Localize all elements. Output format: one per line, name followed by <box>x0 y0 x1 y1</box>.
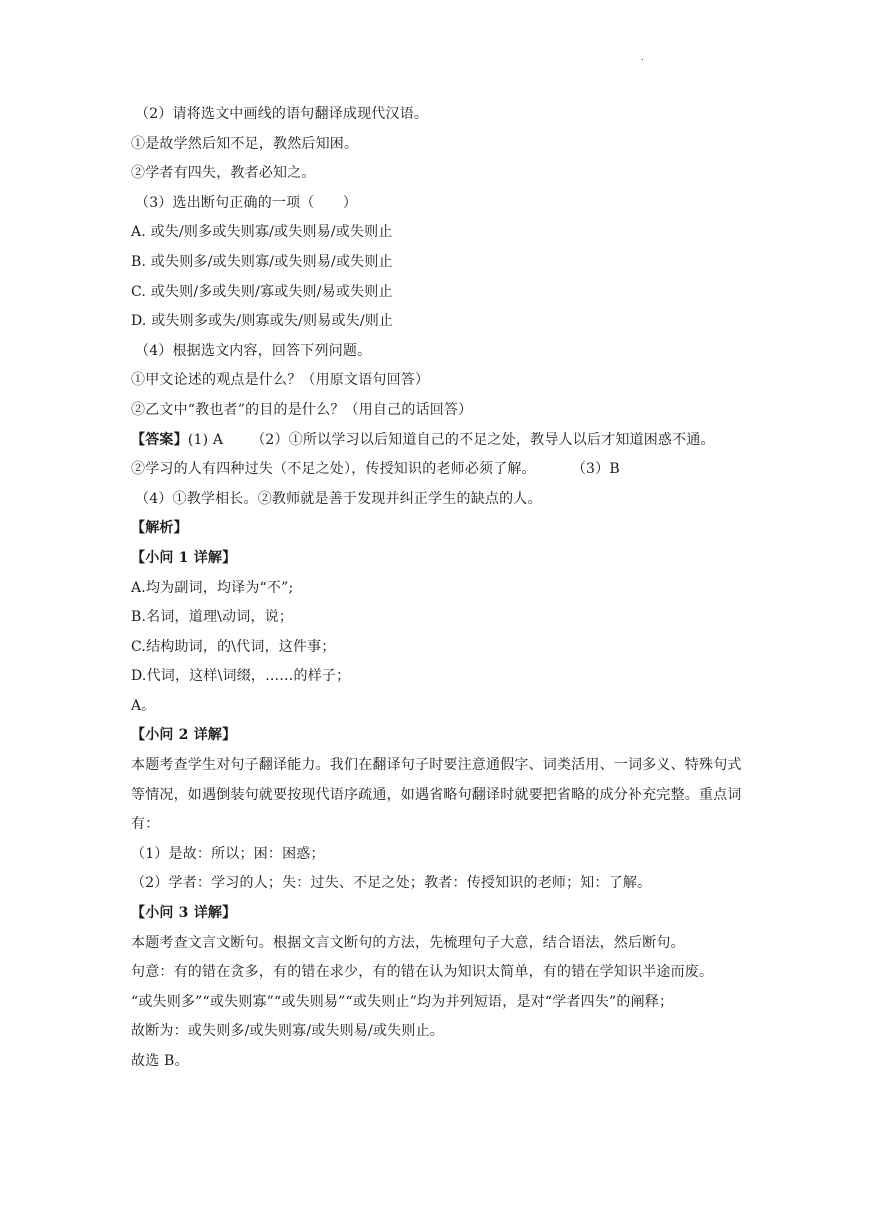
sub2-line-1: （1）是故：所以；困：困惑； <box>131 845 325 862</box>
q3-prompt: （3）选出断句正确的一项（ ） <box>135 194 358 211</box>
header-dot: . <box>641 53 644 63</box>
sub3-line-2: 句意：有的错在贪多，有的错在求少，有的错在认为知识太简单，有的错在学知识半途而废。 <box>131 964 714 981</box>
sub3-line-3: “或失则多”“或失则寡”“或失则易”“或失则止”均为并列短语，是对“学者四失”的阐释； <box>131 993 674 1010</box>
answer-1: (1) A <box>187 431 224 448</box>
answer-3: （3）B <box>571 461 620 478</box>
sub3-line-1: 本题考查文言文断句。根据文言文断句的方法，先梳理句子大意，结合语法，然后断句。 <box>131 934 685 951</box>
sub2-paragraph: 本题考查学生对句子翻译能力。我们在翻译句子时要注意通假字、词类活用、一词多义、特殊句式等情况，如遇倒装句就要按现代语序疏通，如遇省略句翻译时就要把省略的成分补充完整。重点词有： <box>131 757 742 833</box>
sub1-line-a: A.均为副词，均译为“不”; <box>131 579 294 596</box>
answer-4: （4）①教学相长。②教师就是善于发现并纠正学生的缺点的人。 <box>135 490 542 507</box>
sub1-line-c: C.结构助词，的\代词，这件事； <box>131 638 336 655</box>
answer-2b: ②学习的人有四种过失（不足之处），传授知识的老师必须了解。 <box>131 461 536 478</box>
q3-option-c: C. 或失则/多或失则/寡或失则/易或失则止 <box>131 283 393 300</box>
sub3-title: 【小问 3 详解】 <box>131 905 237 922</box>
q3-option-d: D. 或失则多或失/则寡或失/则易或失/则止 <box>131 313 394 330</box>
sub2-title: 【小问 2 详解】 <box>131 727 237 744</box>
q2-prompt: （2）请将选文中画线的语句翻译成现代汉语。 <box>135 106 429 122</box>
q4-sentence-1: ①甲文论述的观点是什么？（用原文语句回答） <box>131 372 430 389</box>
q4-prompt: （4）根据选文内容，回答下列问题。 <box>135 342 372 359</box>
answer-label: 【答案】 <box>131 431 188 448</box>
answer-line-2 <box>131 455 751 485</box>
sub1-line-d: D.代词，这样\词缀，……的样子； <box>131 668 351 685</box>
q3-option-a: A. 或失/则多或失则寡/或失则易/或失则止 <box>131 224 393 241</box>
q2-sentence-2: ②学者有四失，教者必知之。 <box>131 165 316 182</box>
answer-2: （2）①所以学习以后知道自己的不足之处，教导人以后才知道困惑不通。 <box>251 431 715 448</box>
document-body <box>131 100 751 1077</box>
sub1-line-answer: A。 <box>131 697 156 714</box>
sub1-title: 【小问 1 详解】 <box>131 549 237 566</box>
answer-line-1 <box>131 426 751 456</box>
q4-sentence-2: ②乙文中“教也者”的目的是什么？（用自己的话回答） <box>131 401 473 418</box>
sub3-line-4: 故断为：或失则多/或失则寡/或失则易/或失则止。 <box>131 1023 444 1040</box>
sub3-line-5: 故选 B。 <box>131 1053 189 1069</box>
sub2-line-2: （2）学者：学习的人；失：过失、不足之处；教者：传授知识的老师；知：了解。 <box>131 875 652 892</box>
q3-option-b: B. 或失则多/或失则寡/或失则易/或失则止 <box>131 253 393 270</box>
analysis-label: 【解析】 <box>131 520 188 537</box>
sub1-line-b: B.名词，道理\动词，说； <box>131 609 294 626</box>
q2-sentence-1: ①是故学然后知不足，教然后知困。 <box>131 135 359 152</box>
